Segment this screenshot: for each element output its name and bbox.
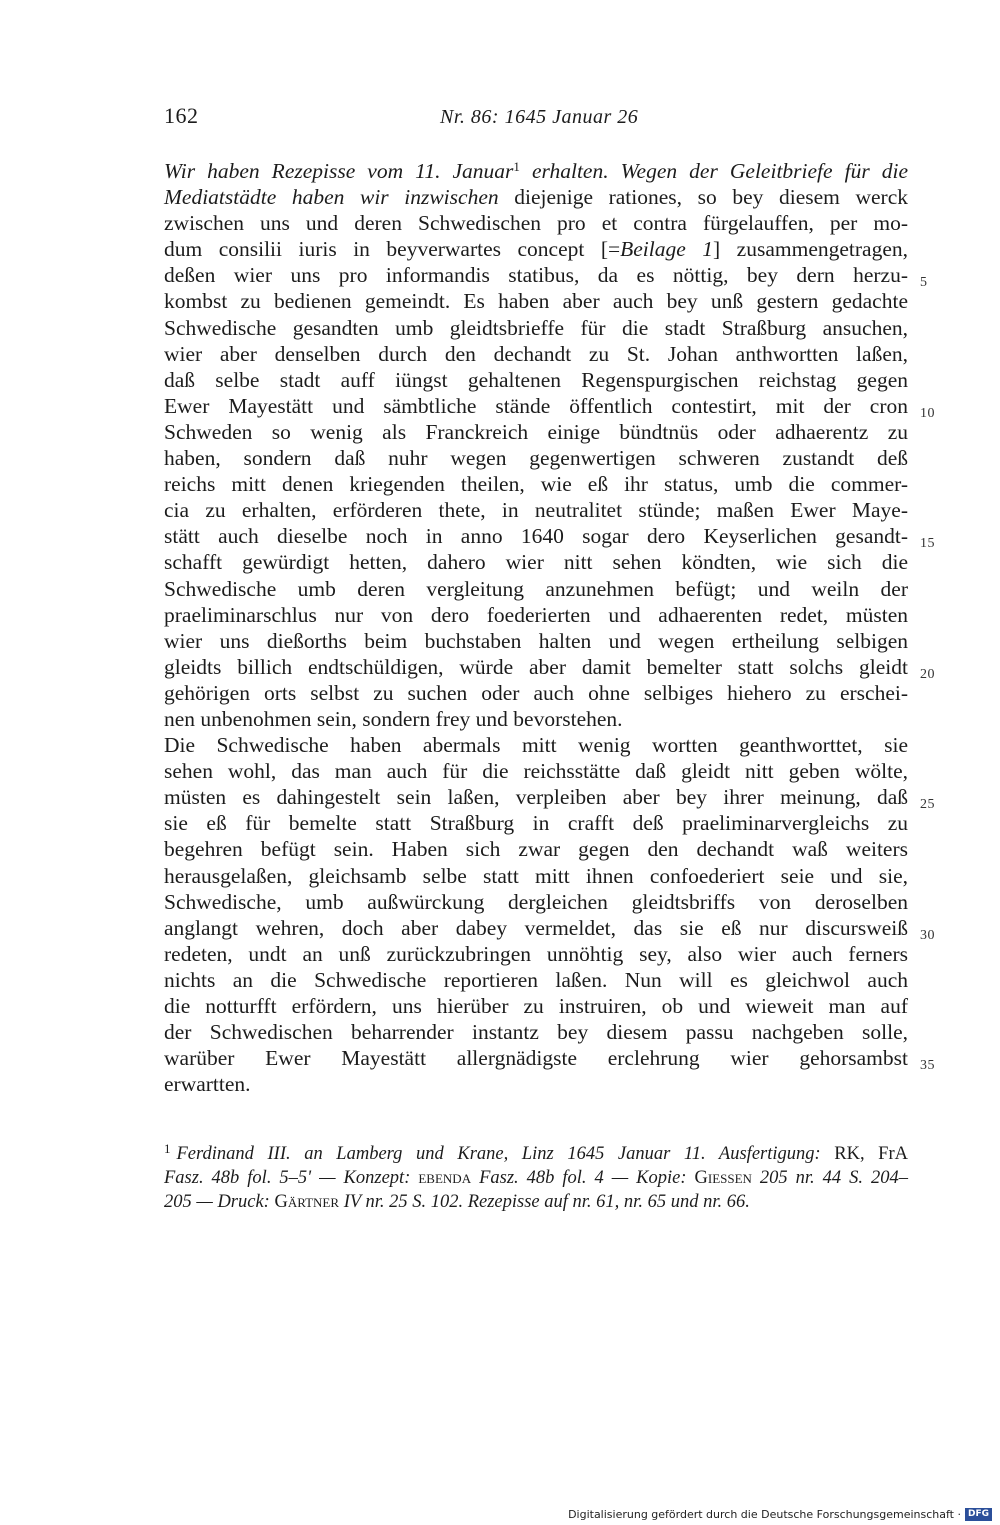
text-line: nen unbenohmen sein, sondern frey und bevorstehen. (164, 706, 623, 731)
text-span: ] zusammengetragen, (713, 237, 909, 262)
footnote-text: 205 — Druck: (164, 1192, 275, 1212)
text-line: schafft gewürdigt hetten, dahero wier nitt sehen köndten, wie sich die (164, 550, 908, 575)
text-line (164, 236, 908, 262)
main-text (164, 158, 908, 1097)
text-line: Schwedische umb deren vergleitung anzunehmen befügt; und weiln der (164, 576, 908, 601)
text-line: redeten, undt an unß zurückzubringen unnöhtig sey, also wier auch ferners (164, 941, 908, 966)
line-number: 5 (920, 275, 928, 290)
footnote-line (164, 1190, 908, 1214)
text-line: anglangt wehren, doch aber dabey vermeldet, das sie eß nur discursweiß (164, 915, 908, 940)
text-line (164, 184, 908, 210)
text-line: Schwedische gesandten umb gleidtsbrieffe für die stadt Straßburg ansuchen, (164, 315, 908, 340)
footnote-text: IV nr. 25 S. 102. Rezepisse auf nr. 61, nr. 65 und nr. 66. (339, 1192, 750, 1212)
digitization-credit (568, 1508, 992, 1521)
text-line: cia zu erhalten, erförderen thete, in neutralitet stünde; maßen Ewer Maye- (164, 498, 908, 523)
footnote-text: Giessen (694, 1168, 752, 1188)
text-line: kombst zu bedienen gemeindt. Es haben aber auch bey unß gestern gedachte (164, 289, 908, 314)
line-number: 15 (920, 536, 935, 551)
page-number: 162 (164, 103, 199, 128)
text-line: erwartten. (164, 1072, 251, 1097)
text-line: sehen wohl, das man auch für die reichsstätte daß gleidt nitt geben wölte, (164, 759, 908, 784)
text-line: Schweden so wenig als Franckreich einige bündtnüs oder adhaerentz zu (164, 419, 908, 444)
text-line: wier aber denselben durch den dechandt zu St. Johan anthwortten laßen, (164, 341, 908, 366)
footnote (164, 1142, 908, 1214)
text-line: begehren befügt sein. Haben sich zwar gegen den dechandt waß weiters (164, 837, 908, 862)
footnote-line (164, 1166, 908, 1190)
footnote-line (164, 1142, 908, 1166)
text-span: diejenige rationes, so bey diesem werck (498, 185, 908, 210)
text-line: daß selbe stadt auff iüngst gehaltenen Regenspurgischen reichstag gegen (164, 367, 908, 392)
line-number: 25 (920, 797, 935, 812)
text-line: Ewer Mayestätt und sämbtliche stände öffentlich contestirt, mit der cron (164, 393, 908, 418)
footnote-text: Fasz. 48b fol. 5–5' — Konzept: (164, 1168, 419, 1188)
text-line: wier uns dießorths beim buchstaben halten und wegen ertheilung selbigen (164, 628, 908, 653)
dfg-logo: DFG (965, 1508, 992, 1521)
text-line: stätt auch dieselbe noch in anno 1640 sogar dero Keyserlichen gesandt- (164, 524, 908, 549)
text-line: zwischen uns und deren Schwedischen pro et contra fürgelauffen, per mo- (164, 211, 908, 236)
footnote-marker: 1 (164, 1141, 171, 1156)
text-line: haben, sondern daß nuhr wegen gegenwertigen schweren zustandt deß (164, 446, 908, 471)
line-number: 10 (920, 406, 935, 421)
text-line: gleidts billich endtschüldigen, würde aber damit bemelter statt solchs gleidt (164, 654, 908, 679)
line-number: 30 (920, 928, 935, 943)
footnote-ref[interactable]: 1 (513, 159, 520, 174)
text-line: herausgelaßen, gleichsamb selbe statt mitt ihnen confoederiert seie und sie, (164, 863, 908, 888)
footnote-text: RK, FrA (834, 1144, 908, 1164)
footnote-text: Gärtner (274, 1192, 340, 1212)
line-number: 20 (920, 667, 935, 682)
running-head: Nr. 86: 1645 Januar 26 (440, 106, 639, 128)
footnote-text: ebenda (418, 1168, 472, 1188)
text-line: sie eß für bemelte statt Straßburg in crafft deß praeliminarvergleichs zu (164, 811, 908, 836)
text-line (164, 158, 908, 184)
text-line: müsten es dahingestelt sein laßen, verpleiben aber bey ihrer meinung, daß (164, 785, 908, 810)
footnote-text: 205 nr. 44 S. 204– (751, 1168, 909, 1188)
text-span: dum consilii iuris in beyverwartes concept [= (164, 237, 621, 262)
italic-text: Beilage 1 (620, 237, 714, 262)
text-line: warüber Ewer Mayestätt allergnädigste erclehrung wier gehorsambst (164, 1046, 908, 1071)
text-line: Die Schwedische haben abermals mitt wenig wortten geanthworttet, sie (164, 733, 908, 758)
footnote-text: Ferdinand III. an Lamberg und Krane, Linz 1645 Januar 11. Ausfertigung: (176, 1144, 835, 1164)
italic-text: Mediatstädte haben wir inzwischen (164, 185, 499, 210)
text-line: der Schwedischen beharrender instantz bey diesem passu nachgeben solle, (164, 1020, 908, 1045)
line-number: 35 (920, 1058, 935, 1073)
text-line: praeliminarschlus nur von dero foederierten und adhaerenten redet, müsten (164, 602, 908, 627)
text-line: die notturfft erfördern, uns hierüber zu instruiren, ob und wieweit man auf (164, 994, 908, 1018)
text-line: Schwedische, umb außwürckung dergleichen gleidtsbriffs von deroselben (164, 889, 908, 914)
text-line: gehörigen orts selbst zu suchen oder auch ohne selbiges hiehero zu erschei- (164, 680, 908, 705)
text-line: reichs mitt denen kriegenden theilen, wie eß ihr status, umb die commer- (164, 472, 908, 497)
italic-text: Wir haben Rezepisse vom 11. Januar (164, 159, 514, 183)
text-line: nichts an die Schwedische reportieren laßen. Nun will es gleichwol auch (164, 967, 908, 992)
italic-text: erhalten. Wegen der Geleitbriefe für die (519, 159, 908, 183)
text-line: deßen wier uns pro informandis statibus, da es nöttig, bey dern herzu- (164, 263, 908, 288)
footnote-text: Fasz. 48b fol. 4 — Kopie: (471, 1168, 695, 1188)
credit-text: Digitalisierung gefördert durch die Deutsche Forschungsgemeinschaft · (568, 1508, 961, 1521)
